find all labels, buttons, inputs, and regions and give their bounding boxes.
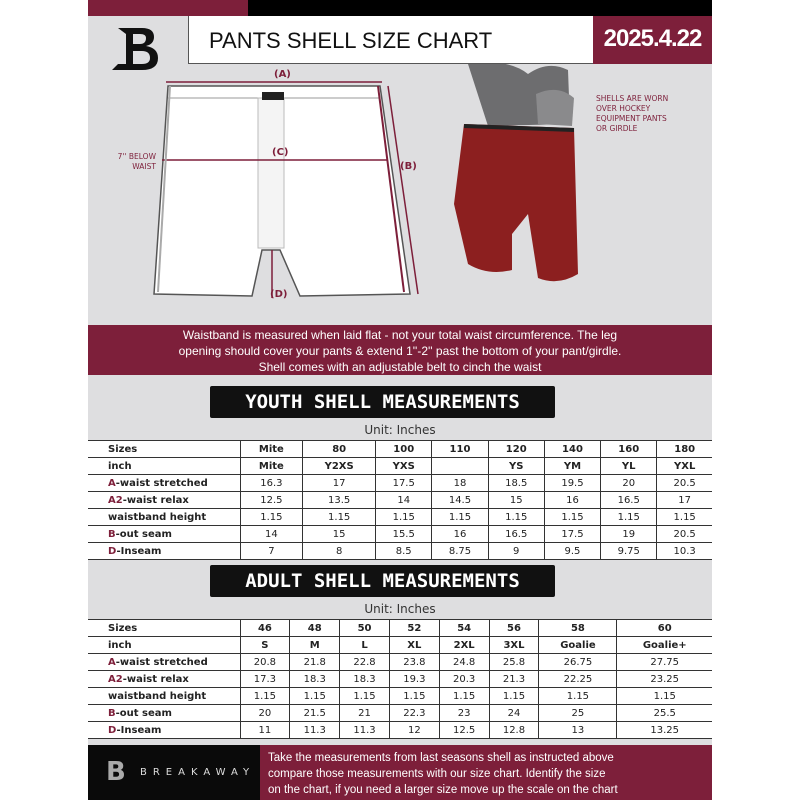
table-cell: 1.15 [601,509,657,526]
table-cell: 21.8 [290,654,340,671]
top-black-bar [248,0,712,16]
table-cell: 27.75 [617,654,712,671]
table-cell: 15 [303,526,376,543]
table-row [88,458,712,475]
row-label [88,637,240,654]
breakaway-logo-icon: B [106,757,126,787]
table-cell: 25.8 [489,654,539,671]
table-row [88,509,712,526]
footer-line: compare those measurements with our size chart. Identify the size [268,768,606,780]
measure-name: inch [108,639,132,651]
table-cell: 17.5 [376,475,432,492]
measure-name: waistband height [108,511,207,523]
measure-code: B [108,528,116,540]
table-cell: 21.5 [290,705,340,722]
table-cell: Mite [240,458,303,475]
label-c: (C) [272,147,289,158]
measure-code: A [108,656,116,668]
measure-code: D [108,724,117,736]
table-cell: 1.15 [544,509,600,526]
table-cell: 18.3 [340,671,390,688]
table-cell: 180 [657,441,712,458]
table-cell: 1.15 [657,509,712,526]
page-title: PANTS SHELL SIZE CHART [188,16,593,64]
table-cell: 8.5 [376,543,432,560]
table-row [88,654,712,671]
table-cell: 20.5 [657,526,712,543]
table-cell: 15 [488,492,544,509]
waist-note: 7'' BELOW WAIST [117,152,156,171]
table-cell: 48 [290,620,340,637]
table-cell: 22.8 [340,654,390,671]
measure-name: Sizes [108,443,138,455]
row-label [88,620,240,637]
youth-heading: YOUTH SHELL MEASUREMENTS [210,386,555,418]
table-cell: 1.15 [376,509,432,526]
table-cell: 16.5 [601,492,657,509]
table-cell: 16 [432,526,488,543]
row-label [88,509,240,526]
table-cell: 20.8 [240,654,290,671]
table-cell: 14 [240,526,303,543]
table-cell: YL [601,458,657,475]
table-cell: 8.75 [432,543,488,560]
table-cell: 12.5 [240,492,303,509]
footer-line: Take the measurements from last seasons shell as instructed above [268,752,614,764]
table-cell: 24.8 [439,654,489,671]
table-cell: 23.8 [389,654,439,671]
row-label [88,441,240,458]
table-cell: 160 [601,441,657,458]
shell-note: SHELLS ARE WORN OVER HOCKEY EQUIPMENT PANTS OR GIRDLE [596,94,669,133]
table-cell: 18 [432,475,488,492]
table-cell: 16 [544,492,600,509]
table-cell: 18.3 [290,671,340,688]
table-cell: 10.3 [657,543,712,560]
table-cell: 13.5 [303,492,376,509]
measure-name: -waist stretched [115,477,208,489]
table-row [88,492,712,509]
row-label [88,475,240,492]
measure-name: -waist stretched [115,656,208,668]
measure-code: D [108,545,117,557]
footer-instructions [260,745,712,800]
table-cell: 16.3 [240,475,303,492]
table-cell: 12.5 [439,722,489,739]
banner-line: Waistband is measured when laid flat - not your total waist circumference. The leg [182,328,618,342]
table-cell: 1.15 [389,688,439,705]
table-cell: 15.5 [376,526,432,543]
table-cell: 7 [240,543,303,560]
table-cell: 19.3 [389,671,439,688]
table-cell: 1.15 [539,688,617,705]
table-cell: 19 [601,526,657,543]
table-row [88,705,712,722]
table-row [88,475,712,492]
table-cell: 22.3 [389,705,439,722]
measure-name: -waist relax [122,673,189,685]
table-cell: 23.25 [617,671,712,688]
table-cell: 54 [439,620,489,637]
table-cell: XL [389,637,439,654]
measure-name: inch [108,460,132,472]
table-cell: 1.15 [439,688,489,705]
table-cell: 17.3 [240,671,290,688]
footer-brand [88,745,260,800]
table-cell: 120 [488,441,544,458]
adult-heading: ADULT SHELL MEASUREMENTS [210,565,555,597]
measure-name: waistband height [108,690,207,702]
table-cell: 1.15 [488,509,544,526]
table-cell: YXL [657,458,712,475]
table-cell: 20 [240,705,290,722]
youth-size-table [88,440,712,560]
table-cell: 17 [657,492,712,509]
table-cell: 20 [601,475,657,492]
table-row [88,526,712,543]
table-cell: 9.5 [544,543,600,560]
table-cell: 20.3 [439,671,489,688]
table-cell: 25 [539,705,617,722]
youth-unit: Unit: Inches [364,423,436,437]
table-cell: 8 [303,543,376,560]
measure-name: -out seam [115,528,172,540]
footer-line: on the chart, if you need a larger size move up the scale on the chart [268,784,618,796]
table-cell: 24 [489,705,539,722]
table-cell: 1.15 [489,688,539,705]
size-chart-page [88,0,712,800]
table-cell: 11 [240,722,290,739]
table-cell: 17 [303,475,376,492]
red-pants-shell-photo [454,64,578,281]
table-cell: 46 [240,620,290,637]
table-row [88,688,712,705]
banner-line: opening should cover your pants & extend 1''-2'' past the bottom of your pant/girdle. [178,344,622,358]
label-b: (B) [400,161,417,172]
table-cell: 110 [432,441,488,458]
measure-code: A2 [108,494,123,506]
table-cell: Goalie+ [617,637,712,654]
table-cell: 19.5 [544,475,600,492]
table-cell: L [340,637,390,654]
table-cell: 140 [544,441,600,458]
table-row [88,441,712,458]
table-cell: 13 [539,722,617,739]
row-label [88,654,240,671]
table-cell: M [290,637,340,654]
table-cell: 100 [376,441,432,458]
table-cell: Mite [240,441,303,458]
row-label [88,526,240,543]
banner-line: Shell comes with an adjustable belt to cinch the waist [258,360,542,374]
measure-name: Sizes [108,622,138,634]
table-cell: 1.15 [240,509,303,526]
table-cell: 11.3 [290,722,340,739]
table-cell: 18.5 [488,475,544,492]
table-cell: Goalie [539,637,617,654]
table-cell: 12.8 [489,722,539,739]
measure-name: -waist relax [122,494,189,506]
table-cell: 14.5 [432,492,488,509]
table-cell: 23 [439,705,489,722]
table-cell: 11.3 [340,722,390,739]
table-cell: S [240,637,290,654]
date-badge: 2025.4.22 [593,16,712,64]
table-cell: 80 [303,441,376,458]
row-label [88,671,240,688]
table-cell: 1.15 [340,688,390,705]
table-cell: 56 [489,620,539,637]
table-cell: 16.5 [488,526,544,543]
label-a: (A) [274,69,291,80]
table-cell: 52 [389,620,439,637]
measure-name: -Inseam [116,724,162,736]
table-cell: 21 [340,705,390,722]
table-cell: Y2XS [303,458,376,475]
label-d: (D) [270,289,288,300]
table-cell: YM [544,458,600,475]
measure-name: -Inseam [116,545,162,557]
table-cell: 14 [376,492,432,509]
table-cell: 1.15 [290,688,340,705]
measure-code: A [108,477,116,489]
table-cell: 2XL [439,637,489,654]
top-accent-bar [88,0,248,16]
table-cell: 12 [389,722,439,739]
table-cell: 21.3 [489,671,539,688]
measurement-instructions-banner [88,325,712,375]
measure-code: A2 [108,673,123,685]
table-cell: 1.15 [240,688,290,705]
table-cell: 26.75 [539,654,617,671]
table-cell: 22.25 [539,671,617,688]
table-cell: 9.75 [601,543,657,560]
row-label [88,492,240,509]
row-label [88,543,240,560]
measurement-diagram [88,64,712,320]
table-cell: YXS [376,458,432,475]
table-row [88,722,712,739]
brand-name: BREAKAWAY [140,767,256,778]
table-row [88,671,712,688]
table-cell: 50 [340,620,390,637]
table-cell: 58 [539,620,617,637]
row-label [88,705,240,722]
table-row [88,543,712,560]
table-row [88,637,712,654]
row-label [88,458,240,475]
table-cell: 60 [617,620,712,637]
table-row [88,620,712,637]
table-cell: 13.25 [617,722,712,739]
table-cell: 9 [488,543,544,560]
measure-name: -out seam [115,707,172,719]
table-cell: 1.15 [617,688,712,705]
adult-size-table [88,619,712,739]
table-cell: 20.5 [657,475,712,492]
table-cell [432,458,488,475]
row-label [88,688,240,705]
table-cell: 3XL [489,637,539,654]
table-cell: YS [488,458,544,475]
table-cell: 1.15 [303,509,376,526]
measure-code: B [108,707,116,719]
table-cell: 17.5 [544,526,600,543]
table-cell: 1.15 [432,509,488,526]
row-label [88,722,240,739]
table-cell: 25.5 [617,705,712,722]
adult-unit: Unit: Inches [364,602,436,616]
